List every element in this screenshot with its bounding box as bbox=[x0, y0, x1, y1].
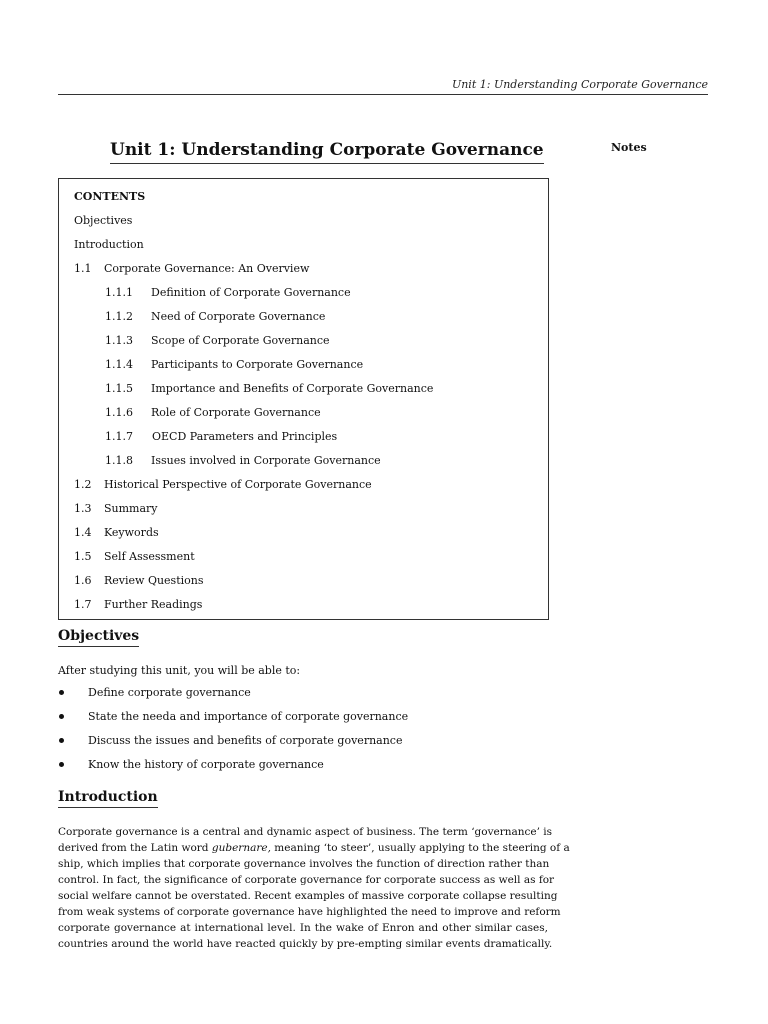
toc-item-text: Self Assessment bbox=[104, 550, 195, 563]
toc-item-number: 1.1.3 bbox=[105, 334, 133, 347]
toc-item-introduction[interactable] bbox=[74, 238, 144, 252]
toc-item-1-7[interactable] bbox=[74, 598, 202, 612]
toc-item-1-6[interactable] bbox=[74, 574, 204, 588]
toc-item-number: 1.1.6 bbox=[105, 406, 133, 419]
toc-item-1-1[interactable] bbox=[74, 262, 309, 276]
toc-item-number: 1.1 bbox=[74, 262, 92, 275]
bullet-dot-icon bbox=[59, 714, 64, 719]
paragraph-line: ship, which implies that corporate governance involves the function of direction rather than bbox=[58, 858, 550, 870]
toc-item-1-1-7[interactable] bbox=[105, 430, 337, 444]
paragraph-line: from weak systems of corporate governance have highlighted the need to improve and reform bbox=[58, 906, 561, 918]
toc-item-number: 1.6 bbox=[74, 574, 92, 587]
toc-item-1-1-3[interactable] bbox=[105, 334, 330, 348]
toc-item-text: Scope of Corporate Governance bbox=[151, 334, 330, 347]
latin-term: gubernare, bbox=[211, 842, 271, 854]
toc-item-1-1-8[interactable] bbox=[105, 454, 381, 468]
toc-item-number: 1.1.2 bbox=[105, 310, 133, 323]
toc-item-number: 1.1.8 bbox=[105, 454, 133, 467]
toc-item-text: Corporate Governance: An Overview bbox=[104, 262, 310, 275]
toc-item-number: 1.1.4 bbox=[105, 358, 133, 371]
toc-item-number: 1.3 bbox=[74, 502, 92, 515]
toc-item-1-1-6[interactable] bbox=[105, 406, 321, 420]
objectives-heading: Objectives bbox=[58, 628, 139, 647]
toc-item-1-1-1[interactable] bbox=[105, 286, 351, 300]
toc-item-number: 1.5 bbox=[74, 550, 92, 563]
contents-label: CONTENTS bbox=[74, 190, 146, 203]
notes-margin-label: Notes bbox=[611, 141, 647, 154]
toc-item-text: OECD Parameters and Principles bbox=[152, 430, 338, 443]
bullet-dot-icon bbox=[59, 738, 64, 743]
toc-item-1-1-5[interactable] bbox=[105, 382, 433, 396]
toc-item-objectives[interactable] bbox=[74, 214, 132, 228]
toc-item-text: Role of Corporate Governance bbox=[151, 406, 321, 419]
bullet-dot-icon bbox=[59, 762, 64, 767]
objective-item: State the needa and importance of corporate governance bbox=[88, 710, 409, 723]
text-run: derived from the Latin word bbox=[58, 842, 209, 854]
toc-item-number: 1.4 bbox=[74, 526, 92, 539]
toc-item-text: Review Questions bbox=[104, 574, 204, 587]
unit-title: Unit 1: Understanding Corporate Governance bbox=[110, 140, 544, 164]
toc-item-1-1-2[interactable] bbox=[105, 310, 325, 324]
introduction-paragraph bbox=[58, 824, 570, 952]
toc-item-text: Objectives bbox=[74, 214, 133, 227]
contents-box bbox=[58, 178, 549, 620]
objective-item: Know the history of corporate governance bbox=[88, 758, 324, 771]
toc-item-text: Definition of Corporate Governance bbox=[151, 286, 351, 299]
toc-item-text: Historical Perspective of Corporate Governance bbox=[104, 478, 372, 491]
toc-item-text: Participants to Corporate Governance bbox=[151, 358, 364, 371]
paragraph-line: countries around the world have reacted quickly by pre-empting similar events dramatically. bbox=[58, 938, 553, 950]
paragraph-line bbox=[58, 840, 570, 856]
paragraph-line: control. In fact, the significance of corporate governance for corporate success as well as for bbox=[58, 874, 555, 886]
text-run: meaning ‘to steer’, usually applying to the steering of a bbox=[270, 842, 570, 854]
toc-item-1-3[interactable] bbox=[74, 502, 158, 516]
toc-item-number: 1.7 bbox=[74, 598, 92, 611]
toc-item-text: Introduction bbox=[74, 238, 144, 251]
paragraph-line: social welfare cannot be overstated. Recent examples of massive corporate collapse resulting bbox=[58, 890, 558, 902]
objective-item: Define corporate governance bbox=[88, 686, 251, 699]
toc-item-text: Need of Corporate Governance bbox=[151, 310, 326, 323]
toc-item-text: Issues involved in Corporate Governance bbox=[151, 454, 381, 467]
toc-item-number: 1.1.1 bbox=[105, 286, 133, 299]
toc-item-text: Importance and Benefits of Corporate Governance bbox=[151, 382, 434, 395]
objective-item: Discuss the issues and benefits of corporate governance bbox=[88, 734, 403, 747]
toc-item-number: 1.1.5 bbox=[105, 382, 133, 395]
paragraph-line: corporate governance at international level. In the wake of Enron and other similar cases, bbox=[58, 922, 548, 934]
bullet-dot-icon bbox=[59, 690, 64, 695]
toc-item-text: Further Readings bbox=[104, 598, 203, 611]
introduction-heading: Introduction bbox=[58, 789, 158, 808]
header-rule bbox=[58, 94, 708, 95]
toc-item-number: 1.2 bbox=[74, 478, 92, 491]
toc-item-text: Keywords bbox=[104, 526, 159, 539]
paragraph-line: Corporate governance is a central and dynamic aspect of business. The term ‘governance’ is bbox=[58, 826, 553, 838]
toc-item-1-1-4[interactable] bbox=[105, 358, 363, 372]
toc-item-1-4[interactable] bbox=[74, 526, 159, 540]
toc-item-1-2[interactable] bbox=[74, 478, 372, 492]
toc-item-text: Summary bbox=[104, 502, 158, 515]
toc-item-1-5[interactable] bbox=[74, 550, 195, 564]
objectives-intro: After studying this unit, you will be able to: bbox=[58, 664, 301, 677]
toc-item-number: 1.1.7 bbox=[105, 430, 133, 443]
running-head-title: Unit 1: Understanding Corporate Governance bbox=[451, 78, 708, 91]
